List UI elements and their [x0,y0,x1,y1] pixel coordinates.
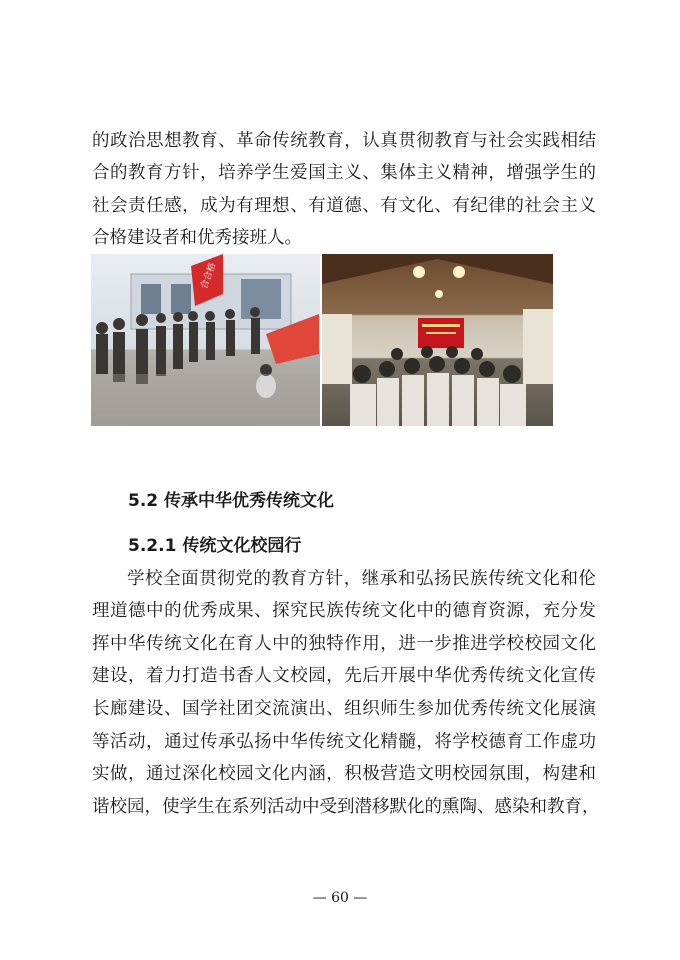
text-line: 谐校园，使学生在系列活动中受到潜移默化的熏陶、感染和教育， [92,797,600,817]
banner-text: 合合格 [199,261,219,291]
text-line: 挥中华传统文化在育人中的独特作用，进一步推进学校校园文化 [92,634,596,654]
photo-meeting-hall [322,254,553,426]
text-line: 实做，通过深化校园文化内涵，积极营造文明校园氛围，构建和 [92,764,596,784]
text-line: 等活动，通过传承弘扬中华传统文化精髓，将学校德育工作虚功 [92,732,596,752]
subsection-heading: 5.2.1 传统文化校园行 [128,536,302,556]
section-heading: 5.2 传承中华优秀传统文化 [128,491,335,511]
photo-flag-ceremony [91,254,320,426]
photo-flag-ceremony-drawing [91,254,320,426]
text-line: 合格建设者和优秀接班人。 [92,228,302,248]
text-line: 的政治思想教育、革命传统教育，认真贯彻教育与社会实践相结 [92,131,596,151]
text-line: 社会责任感，成为有理想、有道德、有文化、有纪律的社会主义 [92,196,596,216]
photo-meeting-hall-drawing [322,254,553,426]
text-line: 合的教育方针，培养学生爱国主义、集体主义精神，增强学生的 [92,163,596,183]
text-line: 学校全面贯彻党的教育方针，继承和弘扬民族传统文化和伦 [127,569,596,589]
text-line: 建设，着力打造书香人文校园，先后开展中华优秀传统文化宣传 [92,666,596,686]
text-line: 长廊建设、国学社团交流演出、组织师生参加优秀传统文化展演 [92,699,596,719]
text-line: 理道德中的优秀成果、探究民族传统文化中的德育资源，充分发 [92,601,596,621]
page-number: — 60 — [312,890,368,906]
